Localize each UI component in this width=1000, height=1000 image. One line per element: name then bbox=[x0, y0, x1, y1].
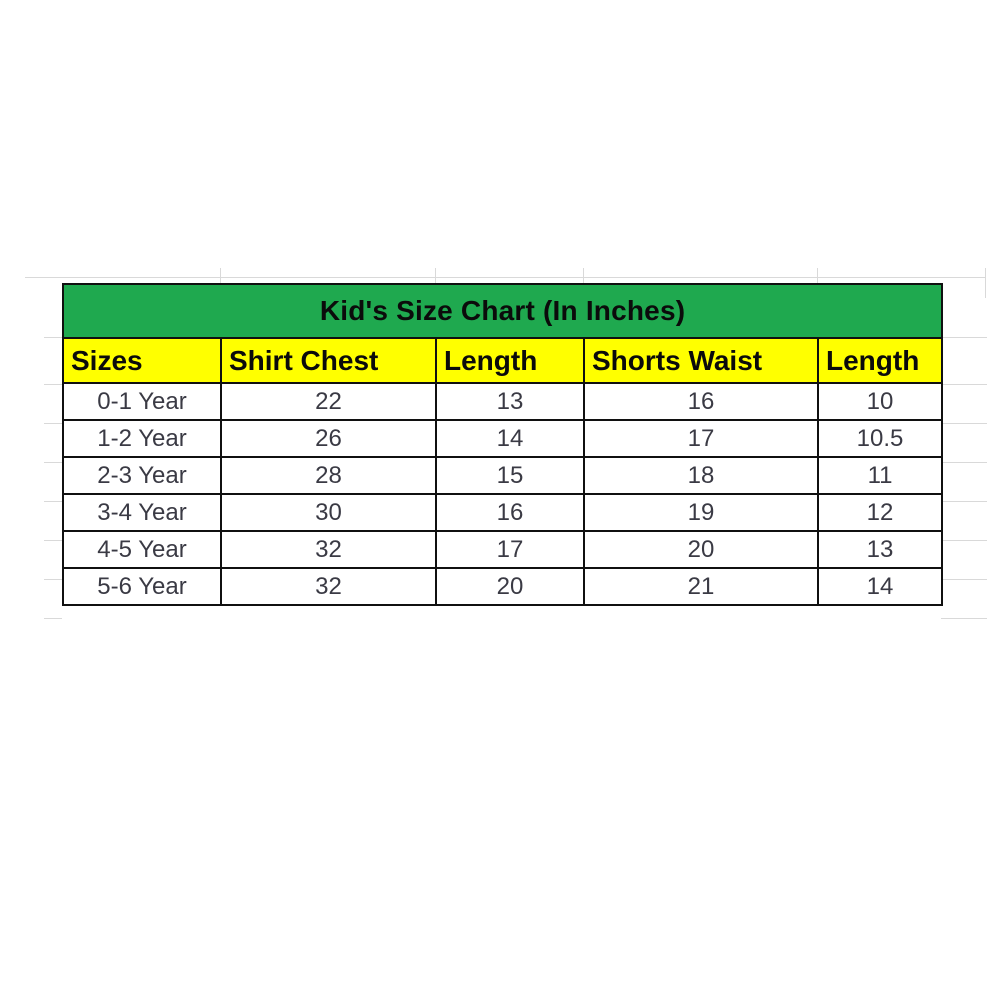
data-cell: 32 bbox=[221, 531, 436, 568]
size-label: 2-3 Year bbox=[63, 457, 221, 494]
data-cell: 12 bbox=[818, 494, 942, 531]
data-cell: 18 bbox=[584, 457, 818, 494]
gridline bbox=[44, 423, 62, 424]
gridline bbox=[941, 423, 987, 424]
gridline bbox=[435, 268, 436, 283]
size-label: 3-4 Year bbox=[63, 494, 221, 531]
data-cell: 10 bbox=[818, 383, 942, 420]
title-row bbox=[63, 284, 942, 338]
gridline bbox=[941, 618, 987, 619]
gridline bbox=[941, 384, 987, 385]
data-cell: 14 bbox=[818, 568, 942, 605]
gridline bbox=[44, 384, 62, 385]
data-cell: 13 bbox=[818, 531, 942, 568]
table-row bbox=[63, 494, 942, 531]
column-header-shorts-length: Length bbox=[818, 338, 942, 383]
gridline bbox=[44, 579, 62, 580]
size-label: 4-5 Year bbox=[63, 531, 221, 568]
data-cell: 30 bbox=[221, 494, 436, 531]
gridline bbox=[941, 337, 987, 338]
data-cell: 20 bbox=[584, 531, 818, 568]
gridline bbox=[941, 501, 987, 502]
gridline bbox=[44, 540, 62, 541]
gridline bbox=[941, 540, 987, 541]
size-label: 5-6 Year bbox=[63, 568, 221, 605]
size-label: 0-1 Year bbox=[63, 383, 221, 420]
data-cell: 14 bbox=[436, 420, 584, 457]
data-cell: 10.5 bbox=[818, 420, 942, 457]
table-row bbox=[63, 457, 942, 494]
table-row bbox=[63, 420, 942, 457]
size-chart-table bbox=[62, 283, 943, 606]
data-cell: 20 bbox=[436, 568, 584, 605]
gridline bbox=[44, 462, 62, 463]
gridline bbox=[44, 501, 62, 502]
column-header-sizes: Sizes bbox=[63, 338, 221, 383]
data-cell: 19 bbox=[584, 494, 818, 531]
table-row bbox=[63, 383, 942, 420]
gridline bbox=[583, 268, 584, 283]
table-row bbox=[63, 531, 942, 568]
data-cell: 22 bbox=[221, 383, 436, 420]
data-cell: 17 bbox=[436, 531, 584, 568]
gridline bbox=[941, 579, 987, 580]
column-header-shirt-length: Length bbox=[436, 338, 584, 383]
data-cell: 13 bbox=[436, 383, 584, 420]
gridline bbox=[44, 337, 62, 338]
chart-title: Kid's Size Chart (In Inches) bbox=[63, 284, 942, 338]
size-label: 1-2 Year bbox=[63, 420, 221, 457]
column-header-shorts-waist: Shorts Waist bbox=[584, 338, 818, 383]
column-header-shirt-chest: Shirt Chest bbox=[221, 338, 436, 383]
data-cell: 28 bbox=[221, 457, 436, 494]
data-cell: 32 bbox=[221, 568, 436, 605]
data-cell: 26 bbox=[221, 420, 436, 457]
gridline bbox=[817, 268, 818, 283]
gridline bbox=[985, 268, 986, 298]
table-row bbox=[63, 568, 942, 605]
data-cell: 11 bbox=[818, 457, 942, 494]
gridline bbox=[941, 462, 987, 463]
header-row bbox=[63, 338, 942, 383]
gridline bbox=[25, 277, 985, 278]
data-cell: 21 bbox=[584, 568, 818, 605]
data-cell: 17 bbox=[584, 420, 818, 457]
data-cell: 16 bbox=[436, 494, 584, 531]
data-cell: 16 bbox=[584, 383, 818, 420]
data-cell: 15 bbox=[436, 457, 584, 494]
gridline bbox=[220, 268, 221, 283]
gridline bbox=[44, 618, 62, 619]
